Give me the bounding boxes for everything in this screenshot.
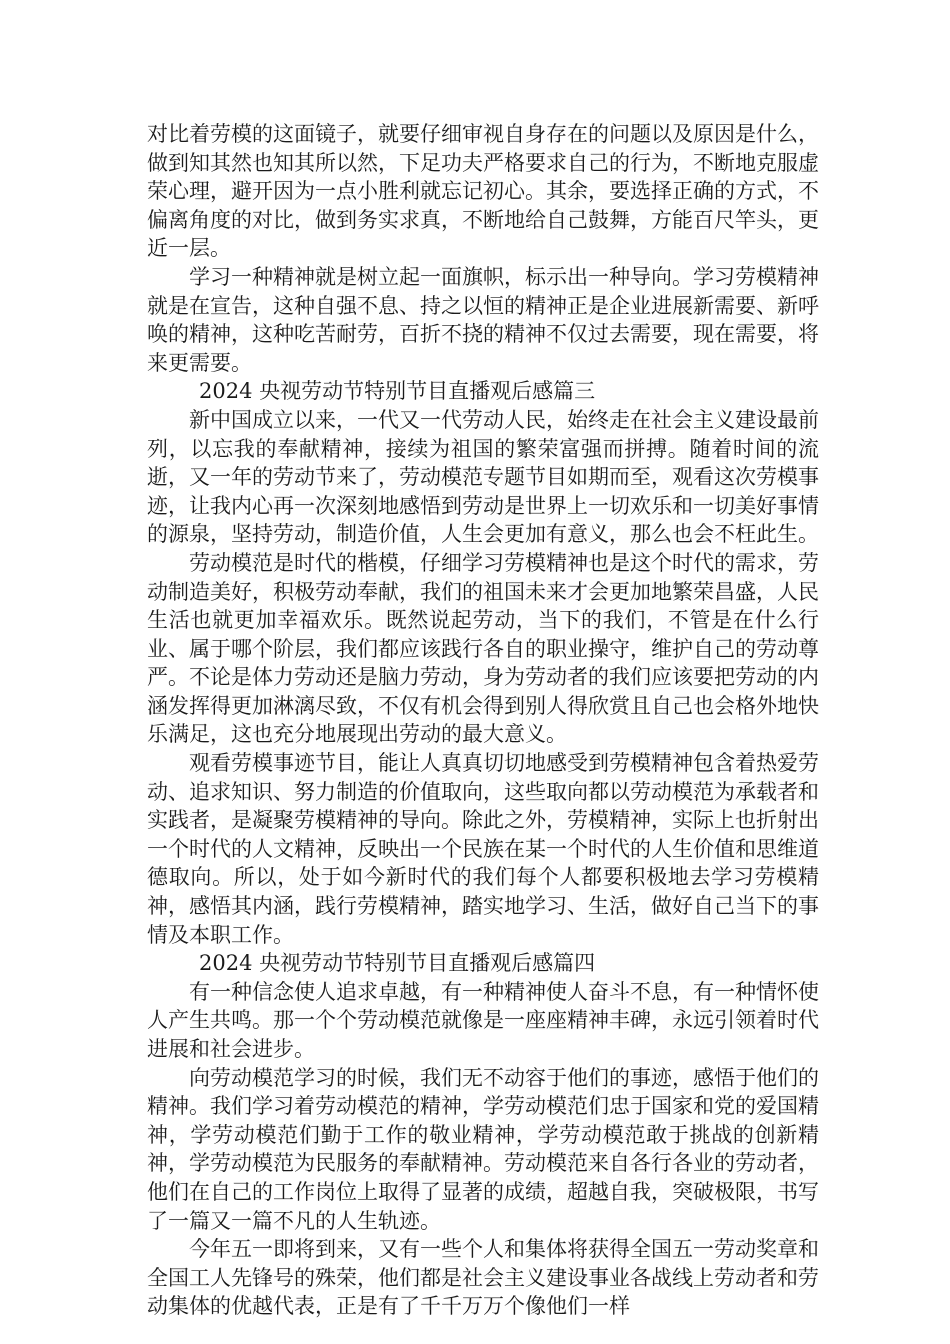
body-paragraph: 对比着劳模的这面镜子，就要仔细审视自身存在的问题以及原因是什么，做到知其然也知其所以然，下足功夫严格要求自己的行为，不断地克服虚荣心理，避开因为一点小胜利就忘记初心。其余，要选择正确的方式，不偏离角度的对比，做到务实求真，不断地给自己鼓舞，方能百尺竿头，更近一层。: [147, 122, 819, 261]
body-paragraph: 向劳动模范学习的时候，我们无不动容于他们的事迹，感悟于他们的精神。我们学习着劳动模范的精神，学劳动模范们忠于国家和党的爱国精神，学劳动模范们勤于工作的敬业精神，学劳动模范敢于挑战的创新精神，学劳动模范为民服务的奉献精神。劳动模范来自各行各业的劳动者，他们在自己的工作岗位上取得了显著的成绩，超越自我，突破极限，书写了一篇又一篇不凡的人生轨迹。: [147, 1065, 819, 1233]
document-page: [147, 120, 819, 1321]
body-paragraph: 今年五一即将到来，又有一些个人和集体将获得全国五一劳动奖章和全国工人先锋号的殊荣，他们都是社会主义建设事业各战线上劳动者和劳动集体的优越代表，正是有了千千万万个像他们一样: [147, 1237, 819, 1319]
section-heading: 2024 央视劳动节特别节目直播观后感篇三: [199, 379, 596, 404]
section-heading: 2024 央视劳动节特别节目直播观后感篇四: [199, 951, 596, 976]
body-paragraph: 新中国成立以来，一代又一代劳动人民，始终走在社会主义建设最前列，以忘我的奉献精神，接续为祖国的繁荣富强而拼搏。随着时间的流逝，又一年的劳动节来了，劳动模范专题节目如期而至，观看这次劳模事迹，让我内心再一次深刻地感悟到劳动是世界上一切欢乐和一切美好事情的源泉，坚持劳动，制造价值，人生会更加有意义，那么也会不枉此生。: [147, 407, 819, 547]
body-paragraph: 学习一种精神就是树立起一面旗帜，标示出一种导向。学习劳模精神就是在宣告，这种自强不息、持之以恒的精神正是企业进展新需要、新呼唤的精神，这种吃苦耐劳，百折不挠的精神不仅过去需要，现在需要，将来更需要。: [147, 264, 819, 375]
body-paragraph: 有一种信念使人追求卓越，有一种精神使人奋斗不息，有一种情怀使人产生共鸣。那一个个劳动模范就像是一座座精神丰碑，永远引领着时代进展和社会进步。: [147, 979, 819, 1061]
body-paragraph: 观看劳模事迹节目，能让人真真切切地感受到劳模精神包含着热爱劳动、追求知识、努力制造的价值取向，这些取向都以劳动模范为承载者和实践者，是凝聚劳模精神的导向。除此之外，劳模精神，实际上也折射出一个时代的人文精神，反映出一个民族在某一个时代的人生价值和思维道德取向。所以，处于如今新时代的我们每个人都要积极地去学习劳模精神，感悟其内涵，践行劳模精神，踏实地学习、生活，做好自己当下的事情及本职工作。: [147, 751, 819, 947]
body-paragraph: 劳动模范是时代的楷模，仔细学习劳模精神也是这个时代的需求，劳动制造美好，积极劳动奉献，我们的祖国未来才会更加地繁荣昌盛，人民生活也就更加幸福欢乐。既然说起劳动，当下的我们，不管是在什么行业、属于哪个阶层，我们都应该践行各自的职业操守，维护自己的劳动尊严。不论是体力劳动还是脑力劳动，身为劳动者的我们应该要把劳动的内涵发挥得更加淋漓尽致，不仅有机会得到别人得欣赏且自己也会格外地快乐满足，这也充分地展现出劳动的最大意义。: [147, 550, 819, 747]
